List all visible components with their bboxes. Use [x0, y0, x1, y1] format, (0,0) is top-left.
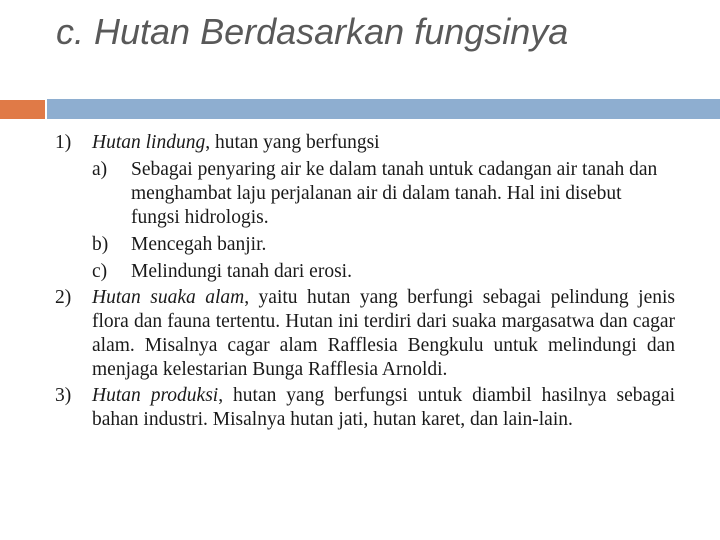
item-body — [92, 131, 675, 284]
title-accent-orange — [0, 100, 45, 119]
slide-title: c. Hutan Berdasarkan fungsinya — [56, 11, 569, 52]
item-number: 2) — [55, 287, 72, 308]
item-number: 3) — [55, 385, 72, 406]
subitem-text: Sebagai penyaring air ke dalam tanah untuk cadangan air tanah dan menghambat laju perjalanan air di dalam tanah. Hal ini disebut fungsi hidrologis. — [131, 159, 658, 228]
item-body — [92, 384, 675, 432]
item-text: , hutan yang berfungsi — [205, 132, 380, 153]
item-term: Hutan produksi — [92, 385, 219, 406]
subitem-text: Melindungi tanah dari erosi. — [131, 261, 352, 282]
item-text: , hutan yang berfungsi untuk diambil hasilnya sebagai bahan industri. Misalnya hutan jati, hutan karet, dan lain-lain. — [92, 385, 675, 430]
item-text: , yaitu hutan yang berfungi sebagai pelindung jenis flora dan fauna tertentu. Hutan ini terdiri dari suaka margasatwa dan cagar alam. Misalnya cagar alam Rafflesia Bengkulu untuk melindungi dan menjaga kelestarian Bunga Rafflesia Arnoldi. — [92, 287, 675, 380]
title-accent-blue — [47, 99, 720, 119]
subitem-number: b) — [92, 234, 109, 255]
subitem-b — [92, 233, 675, 257]
subitem-number: a) — [92, 159, 108, 180]
item-term: Hutan lindung — [92, 132, 206, 153]
list-item-1 — [55, 131, 675, 284]
item-number: 1) — [55, 132, 72, 153]
list-item-3 — [55, 384, 675, 432]
subitem-a — [92, 158, 675, 230]
content-list — [55, 131, 675, 434]
item-body — [92, 286, 675, 382]
subitem-text: Mencegah banjir. — [131, 234, 267, 255]
list-item-2 — [55, 286, 675, 382]
subitem-number: c) — [92, 261, 108, 282]
item-term: Hutan suaka alam — [92, 287, 245, 308]
subitem-c — [92, 260, 675, 284]
